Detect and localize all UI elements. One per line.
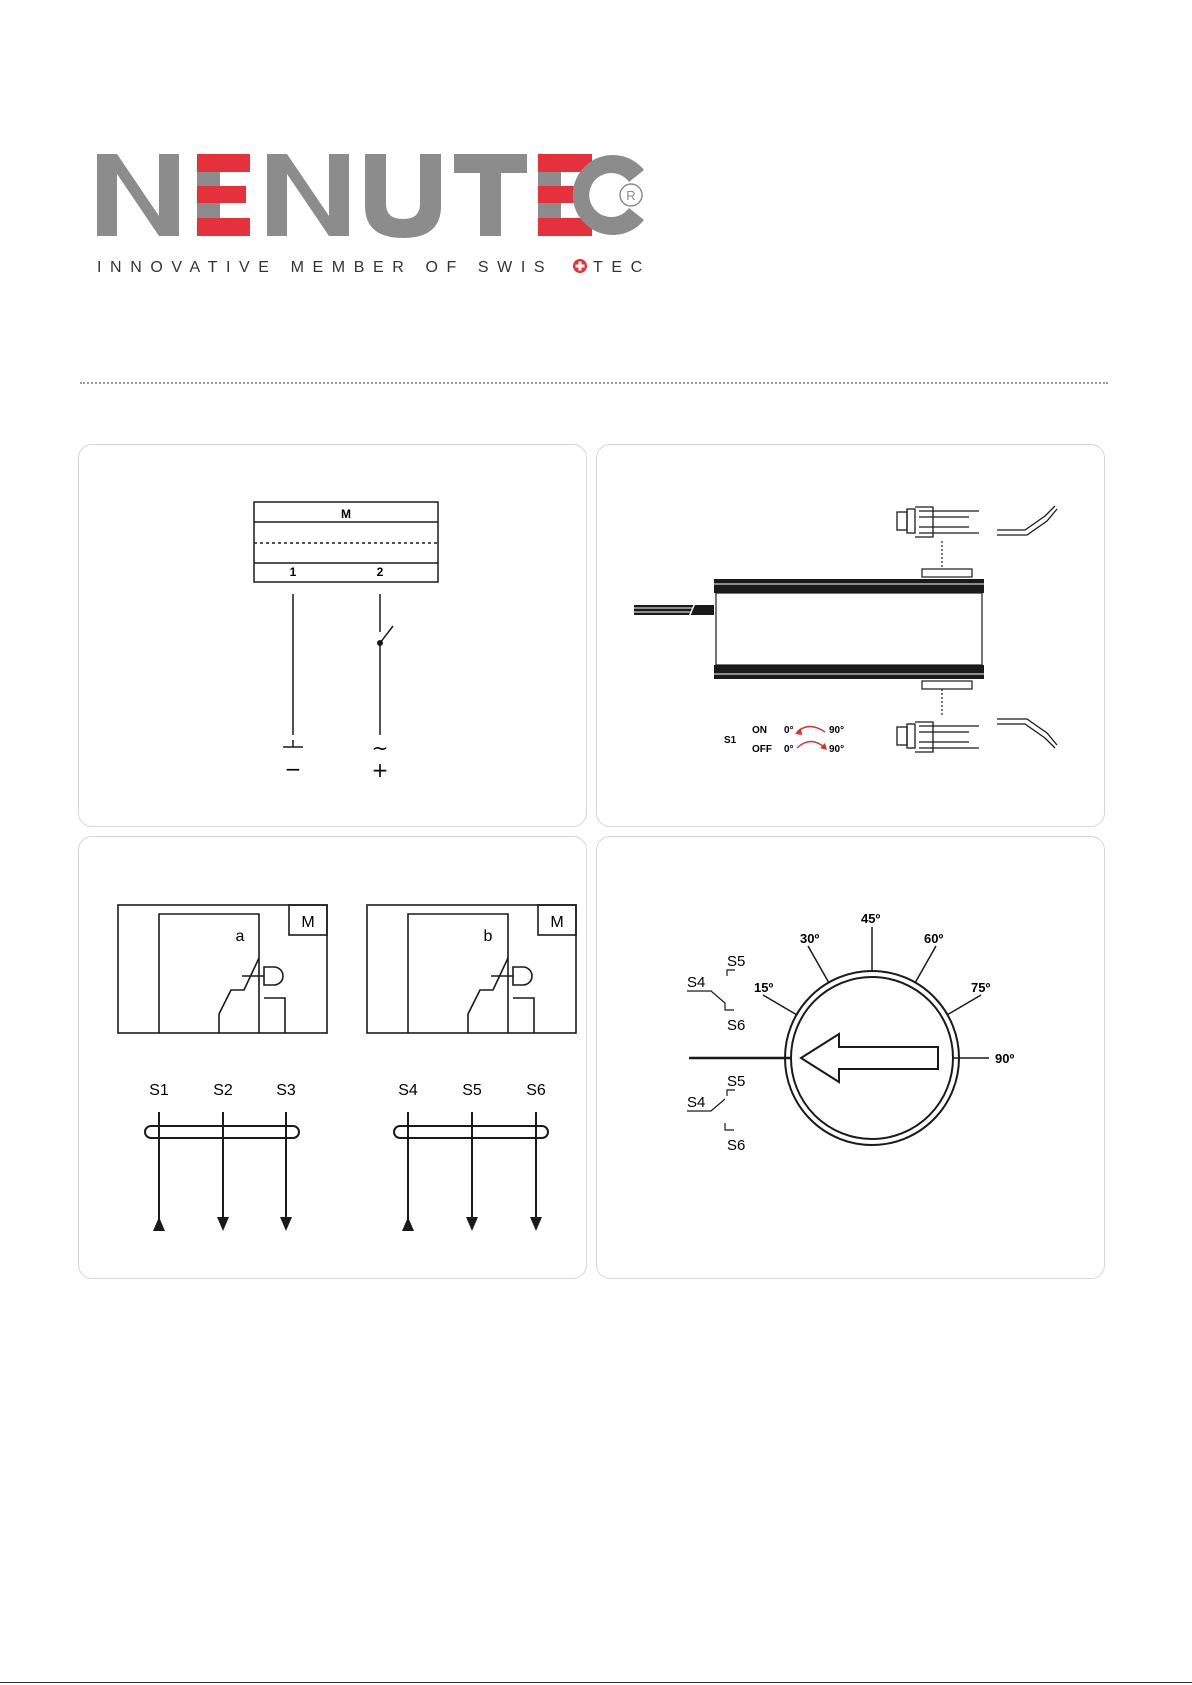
off-label: OFF (752, 744, 772, 755)
angle-15-label: 15º (754, 980, 774, 995)
terminal-s5-label: S5 (462, 1082, 482, 1099)
tagline-end: TEC (593, 259, 651, 276)
angle-60-label: 60º (924, 931, 944, 946)
terminal-1-label: 1 (289, 565, 297, 579)
angle-75-label: 75º (971, 980, 991, 995)
cable-icon (634, 603, 714, 617)
logo-letter-e1 (197, 154, 250, 236)
lower-clamp-icon (897, 719, 1057, 752)
lower-s6-label: S6 (727, 1137, 746, 1154)
direction-arrow-icon (801, 1034, 938, 1082)
s1-label: S1 (724, 735, 737, 746)
actuator-drawing (597, 445, 1106, 828)
angle-90-label: 90º (995, 1051, 1015, 1066)
terminal-s4-label: S4 (398, 1082, 418, 1099)
s5-arrow-down-icon (466, 1217, 478, 1231)
wiring-diagram (79, 445, 588, 828)
angle-45-label: 45º (861, 911, 881, 926)
s2-arrow-down-icon (217, 1217, 229, 1231)
upper-clamp-icon (897, 506, 1057, 537)
angle-30-label: 30º (800, 931, 820, 946)
terminal-2-label: 2 (376, 565, 384, 579)
page-edge-line (0, 1682, 1192, 1683)
actuator-body (714, 579, 984, 679)
position-dial (597, 837, 1106, 1280)
terminal-s6-label: S6 (526, 1082, 546, 1099)
on-angle-end: 90° (829, 725, 845, 736)
registered-mark: R (626, 188, 636, 203)
on-label: ON (752, 725, 767, 736)
s4-arrow-up-icon (402, 1217, 414, 1231)
terminal-s2-label: S2 (213, 1082, 233, 1099)
tagline: INNOVATIVE MEMBER OF SWIS (97, 259, 554, 276)
upper-s6-label: S6 (727, 1017, 746, 1034)
on-angle-start: 0° (784, 725, 794, 736)
s1-arrow-up-icon (153, 1217, 165, 1231)
switch-schematic-panel (78, 836, 587, 1279)
right-box-motor-label: M (550, 914, 564, 931)
terminal-s3-label: S3 (276, 1082, 296, 1099)
terminal-s1-label: S1 (149, 1082, 169, 1099)
contact-b-label: b (483, 928, 493, 945)
upper-s5-label: S5 (727, 953, 746, 970)
supply-symbol: ~ (371, 736, 389, 760)
s6-arrow-down-icon (530, 1217, 542, 1231)
section-divider (80, 382, 1108, 384)
position-dial-panel (596, 836, 1105, 1279)
motor-label: M (341, 507, 351, 521)
lower-s5-label: S5 (727, 1073, 746, 1090)
off-rotation-arrow-icon (797, 742, 825, 749)
off-angle-end: 90° (829, 744, 845, 755)
left-box-motor-label: M (301, 914, 315, 931)
upper-s4-label: S4 (687, 974, 706, 991)
nenutec-logo (84, 140, 660, 286)
wiring-diagram-panel (78, 444, 587, 827)
supply-sign: + (371, 758, 389, 782)
lower-s4-label: S4 (687, 1094, 706, 1111)
actuator-panel (596, 444, 1105, 827)
s3-arrow-down-icon (280, 1217, 292, 1231)
ground-sign: − (284, 757, 302, 781)
contact-a-label: a (235, 928, 245, 945)
off-angle-start: 0° (784, 744, 794, 755)
switch-schematics (79, 837, 588, 1280)
